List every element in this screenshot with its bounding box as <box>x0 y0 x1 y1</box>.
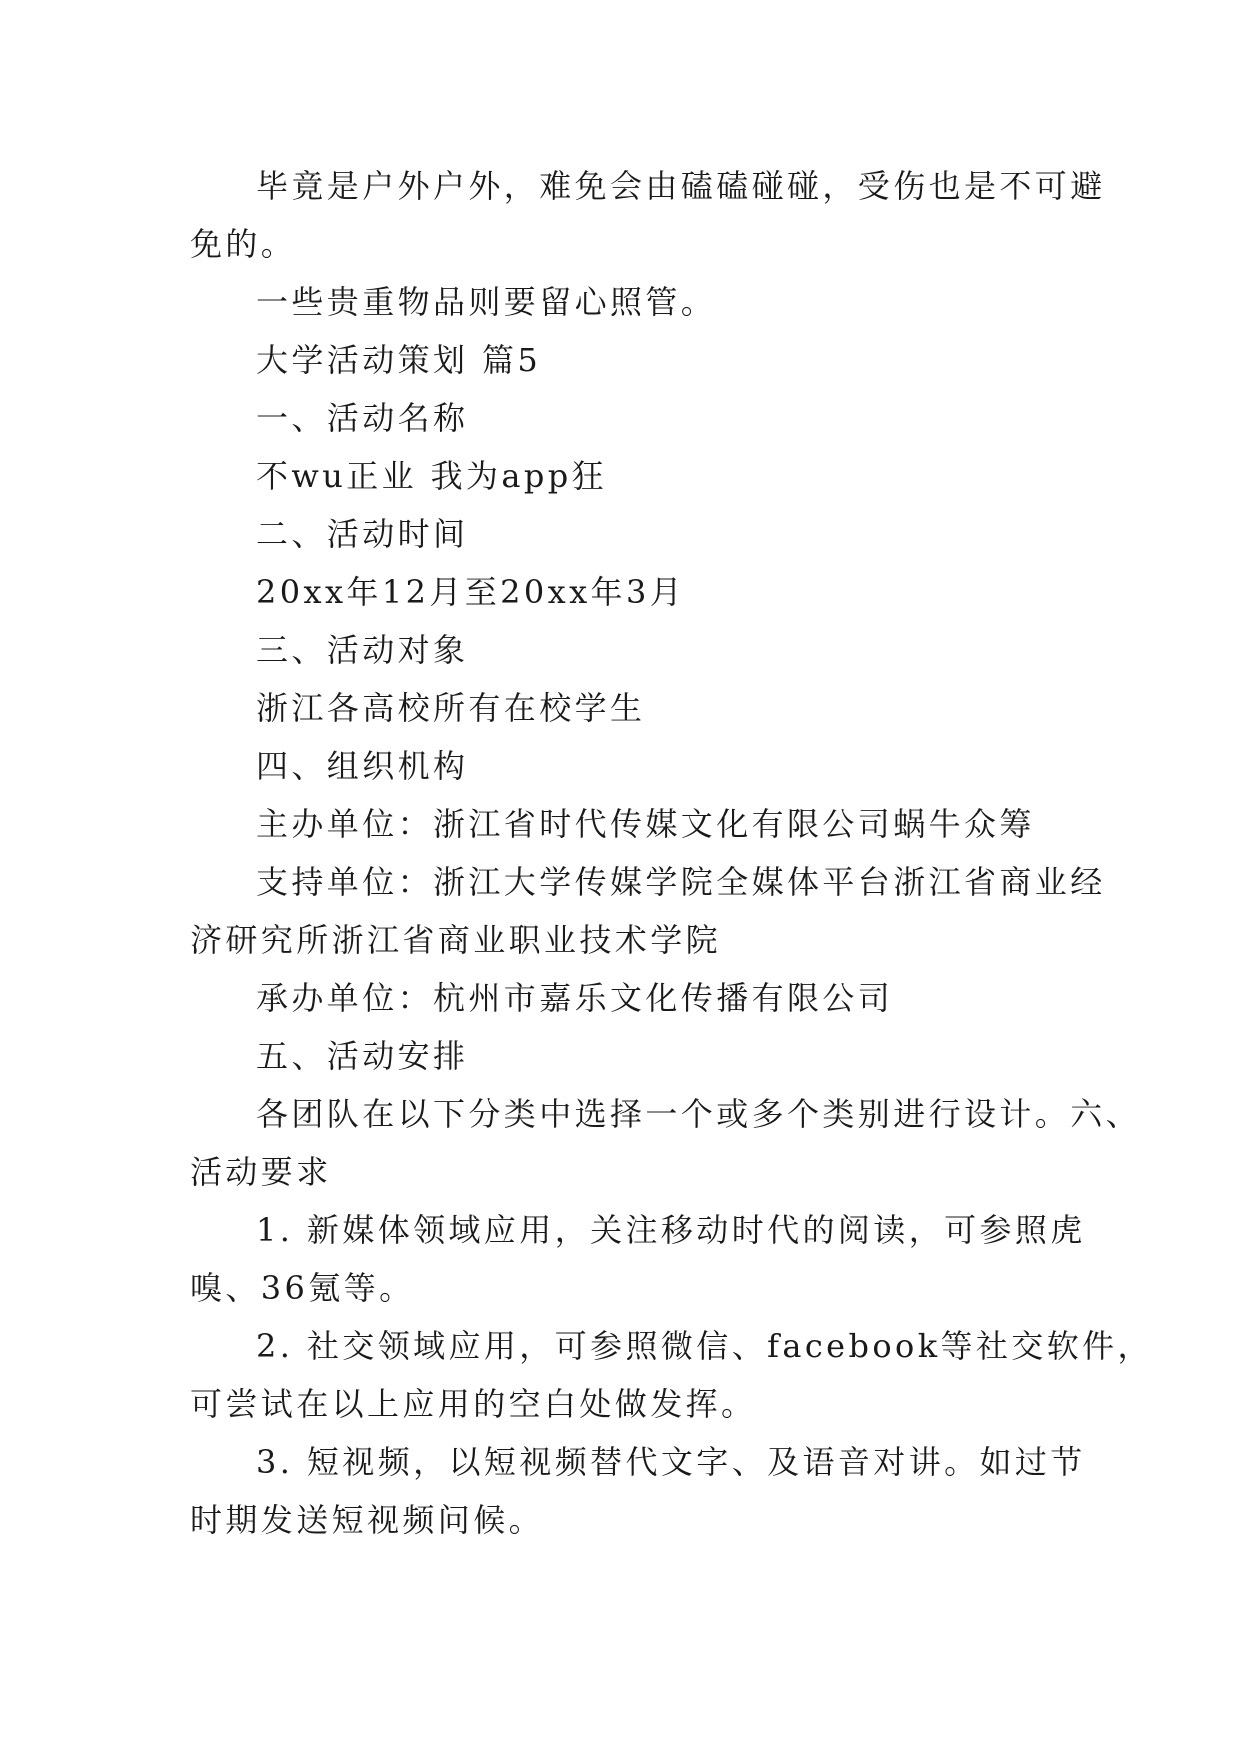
paragraph-line: 20xx年12月至20xx年3月 <box>256 573 686 611</box>
paragraph-line: 承办单位：杭州市嘉乐文化传播有限公司 <box>256 979 894 1017</box>
paragraph-line: 不wu正业 我为app狂 <box>256 457 608 495</box>
paragraph-line: 各团队在以下分类中选择一个或多个类别进行设计。六、 <box>256 1095 1142 1133</box>
section-heading: 五、活动安排 <box>256 1037 469 1075</box>
paragraph-line: 1. 新媒体领域应用，关注移动时代的阅读，可参照虎 <box>256 1211 1086 1249</box>
section-heading: 二、活动时间 <box>256 515 469 553</box>
paragraph-line: 支持单位：浙江大学传媒学院全媒体平台浙江省商业经 <box>256 863 1106 901</box>
paragraph-line: 活动要求 <box>190 1153 332 1191</box>
section-heading: 三、活动对象 <box>256 631 469 669</box>
paragraph-line: 2. 社交领域应用，可参照微信、facebook等社交软件， <box>256 1327 1153 1365</box>
paragraph-line: 可尝试在以上应用的空白处做发挥。 <box>190 1385 757 1423</box>
paragraph-line: 一些贵重物品则要留心照管。 <box>256 283 717 321</box>
section-heading: 一、活动名称 <box>256 399 469 437</box>
section-heading: 大学活动策划 篇5 <box>256 341 542 379</box>
paragraph-line: 3. 短视频，以短视频替代文字、及语音对讲。如过节 <box>256 1443 1086 1481</box>
paragraph-line: 嗅、36氪等。 <box>190 1269 415 1307</box>
paragraph-line: 免的。 <box>190 225 297 263</box>
paragraph-line: 时期发送短视频问候。 <box>190 1501 545 1539</box>
paragraph-line: 毕竟是户外户外，难免会由磕磕碰碰，受伤也是不可避 <box>256 167 1106 205</box>
section-heading: 四、组织机构 <box>256 747 469 785</box>
paragraph-line: 浙江各高校所有在校学生 <box>256 689 646 727</box>
paragraph-line: 济研究所浙江省商业职业技术学院 <box>190 921 722 959</box>
paragraph-line: 主办单位：浙江省时代传媒文化有限公司蜗牛众筹 <box>256 805 1035 843</box>
